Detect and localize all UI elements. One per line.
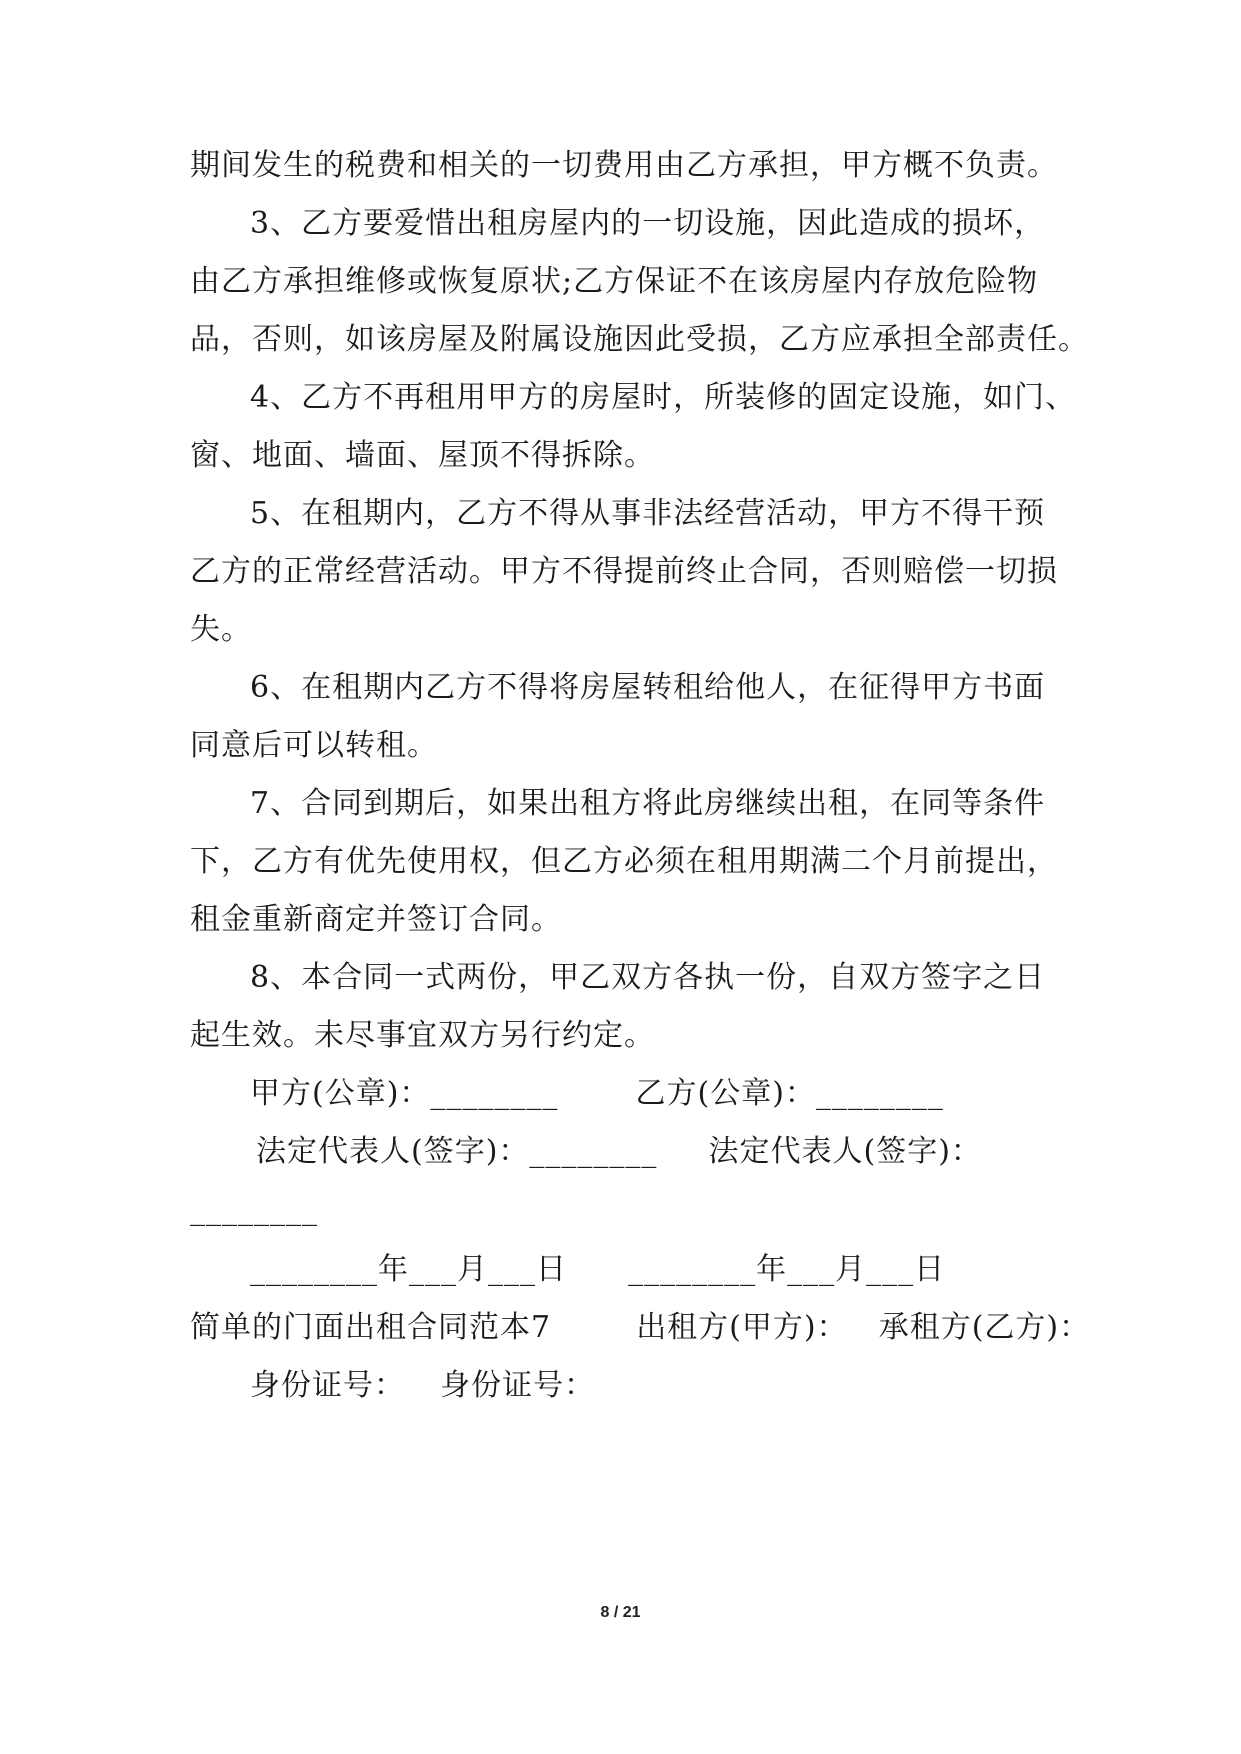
party-b-rep-blank: ________: [190, 1192, 318, 1227]
lessee-label: 承租方(乙方)：: [878, 1310, 1091, 1345]
party-a-seal-field: 甲方(公章)：________: [250, 1076, 559, 1111]
body-line: 窗、地面、墙面、屋顶不得拆除。: [190, 438, 655, 473]
id-row: [250, 1366, 595, 1406]
clause-7-start: 7、合同到期后，如果出租方将此房继续出租，在同等条件: [250, 786, 1046, 821]
party-b-rep-field: 法定代表人(签字)：: [708, 1134, 982, 1169]
body-line: 下，乙方有优先使用权，但乙方必须在租用期满二个月前提出，: [190, 844, 1058, 879]
body-line: 租金重新商定并签订合同。: [190, 902, 562, 937]
clause-3-start: 3、乙方要爱惜出租房屋内的一切设施，因此造成的损坏，: [250, 206, 1046, 241]
body-line: 由乙方承担维修或恢复原状;乙方保证不在该房屋内存放危险物: [190, 264, 1039, 299]
body-line: 起生效。未尽事宜双方另行约定。: [190, 1018, 655, 1053]
body-line: 期间发生的税费和相关的一切费用由乙方承担，甲方概不负责。: [190, 148, 1058, 183]
lessor-id-label: 身份证号：: [250, 1368, 405, 1403]
body-line: 品，否则，如该房屋及附属设施因此受损，乙方应承担全部责任。: [190, 322, 1089, 357]
lessor-label: 出租方(甲方)：: [636, 1310, 848, 1345]
body-line: 同意后可以转租。: [190, 728, 438, 763]
clause-5-start: 5、在租期内，乙方不得从事非法经营活动，甲方不得干预: [250, 496, 1046, 531]
date-a-field: ________年___月___日: [250, 1252, 567, 1287]
clause-8-start: 8、本合同一式两份，甲乙双方各执一份，自双方签字之日: [250, 960, 1046, 995]
representative-row: [256, 1132, 982, 1172]
lessee-id-label: 身份证号：: [440, 1368, 596, 1403]
page-number: 8 / 21: [600, 1604, 641, 1621]
date-b-field: ________年___月___日: [628, 1252, 946, 1287]
body-line: 失。: [190, 612, 252, 647]
party-a-rep-field: 法定代表人(签字)：________: [256, 1134, 658, 1169]
next-contract-row: [190, 1308, 1090, 1348]
seal-row: [250, 1074, 944, 1114]
next-contract-title: 简单的门面出租合同范本7: [190, 1310, 552, 1345]
clause-6-start: 6、在租期内乙方不得将房屋转租给他人，在征得甲方书面: [250, 670, 1046, 705]
date-row: [250, 1250, 945, 1290]
clause-4-start: 4、乙方不再租用甲方的房屋时，所装修的固定设施，如门、: [250, 380, 1077, 415]
party-b-seal-field: 乙方(公章)：________: [635, 1076, 944, 1111]
body-line: 乙方的正常经营活动。甲方不得提前终止合同，否则赔偿一切损: [190, 554, 1058, 589]
